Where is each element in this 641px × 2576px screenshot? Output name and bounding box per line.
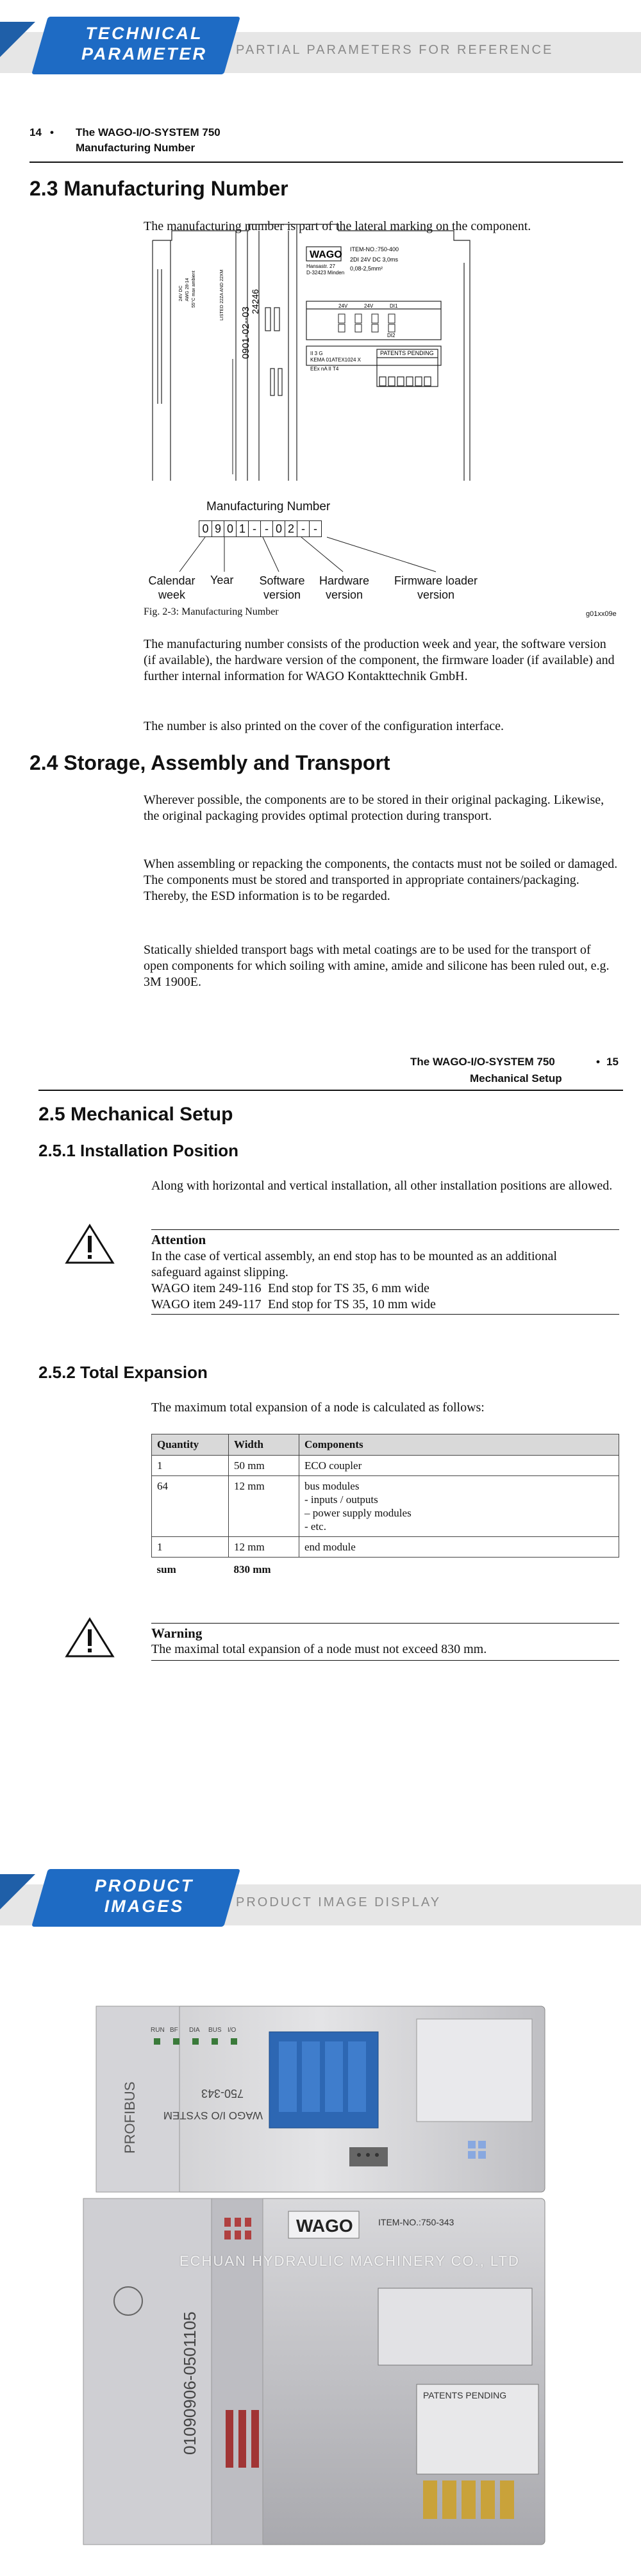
photo-watermark: ECHUAN HYDRAULIC MACHINERY CO., LTD: [179, 2253, 520, 2269]
address-line-1: Hansastr. 27: [306, 263, 335, 269]
vertical-mfg-code: 0901-02--03: [240, 306, 251, 359]
cert-line-1: II 3 G: [310, 351, 323, 356]
photo-model-rotated: 750-343: [201, 2087, 244, 2100]
pin-label-3: DI1: [390, 303, 398, 309]
mfg-digit-box: [199, 520, 322, 537]
table-header: Width: [229, 1434, 299, 1456]
photo-system-rotated: WAGO I/O SYSTEM: [163, 2109, 263, 2122]
section-2-3-intro: The manufacturing number is part of the lateral marking on the component.: [144, 219, 531, 233]
vertical-small-2: AWG 28-14: [185, 278, 190, 301]
item-number-text: ITEM-NO.:750-400: [350, 246, 399, 253]
table-cell: 12 mm: [229, 1537, 299, 1558]
section-2-3-para-1: The manufacturing number consists of the production week and year, the software version (if available), the hardware version of the component, the firmware loader (if available) and further internal information for WAGO Kontakttechnik GmbH.: [144, 637, 615, 683]
label-year: Year: [210, 574, 234, 586]
table-cell: 1: [152, 1537, 229, 1558]
attention-item-2: WAGO item 249-117: [151, 1297, 262, 1311]
header-rule: [29, 162, 623, 163]
table-row: [152, 1456, 619, 1476]
mfg-digit: -: [297, 521, 309, 536]
photo-led-run: RUN: [151, 2027, 165, 2034]
table-sum-row: [152, 1558, 619, 1580]
attention-bottom-rule: [151, 1314, 619, 1315]
section-2-5-1-para: Along with horizontal and vertical installation, all other installation positions are allowed.: [151, 1179, 613, 1193]
section-heading-2-5-1: 2.5.1 Installation Position: [38, 1141, 239, 1160]
vertical-small-4: LISTED 22ZA AND 22XM: [220, 269, 224, 320]
banner-corner: [0, 22, 35, 57]
banner-title: PRODUCT IMAGES: [94, 1876, 194, 1916]
address-line-2: D-32423 Minden: [306, 270, 345, 276]
banner-subtitle: PRODUCT IMAGE DISPLAY: [236, 1895, 442, 1909]
coupler-label-area: [417, 2019, 532, 2122]
mfg-digit: 2: [285, 521, 297, 536]
pin-label-4: DI2: [387, 333, 395, 338]
connector-port: [349, 2147, 388, 2166]
patents-pending-label: PATENTS PENDING: [380, 350, 434, 356]
brand-logo: WAGO: [310, 249, 342, 260]
pin-label-1: 24V: [338, 303, 348, 309]
section-2-3-para-2: The number is also printed on the cover of the configuration interface.: [144, 719, 504, 733]
banner-subtitle: PARTIAL PARAMETERS FOR REFERENCE: [236, 43, 554, 57]
attention-item-2-desc: End stop for TS 35, 10 mm wide: [268, 1297, 436, 1311]
manufacturing-number-figure: [146, 212, 479, 481]
table-row: [152, 1476, 619, 1537]
label-calendar-week: Calendar week: [148, 574, 196, 601]
section-2-5-2-para: The maximum total expansion of a node is calculated as follows:: [151, 1400, 485, 1415]
warning-text: The maximal total expansion of a node must not exceed 830 mm.: [151, 1642, 487, 1656]
mfg-digit: -: [309, 521, 321, 536]
section-heading-2-3: 2.3 Manufacturing Number: [29, 177, 288, 200]
page15-header-rule: [38, 1090, 623, 1091]
mfg-digit: -: [248, 521, 260, 536]
product-images-banner: [0, 1852, 641, 1929]
photo-item-number: ITEM-NO.:750-343: [378, 2217, 454, 2227]
label-leaders: [141, 536, 474, 574]
vertical-small-3: 55°C max ambient: [192, 270, 196, 308]
warning-title: Warning: [151, 1625, 203, 1641]
technical-parameter-banner: [0, 0, 641, 77]
table-header-row: [152, 1434, 619, 1456]
cert-line-3: EEx nA II T4: [310, 366, 339, 372]
table-cell: [299, 1476, 619, 1537]
photo-led-bf: BF: [170, 2027, 178, 2034]
photo-led-bus: BUS: [208, 2027, 222, 2034]
warning-icon: [64, 1616, 115, 1659]
mfg-digit: 0: [224, 521, 236, 536]
section-heading-2-5-2: 2.5.2 Total Expansion: [38, 1363, 208, 1382]
label-firmware-loader-version: Firmware loader version: [394, 574, 478, 601]
page15-bullet: •: [596, 1056, 600, 1068]
photo-led-io: I/O: [228, 2027, 237, 2034]
table-cell: 64: [152, 1476, 229, 1537]
table-cell: end module: [299, 1537, 619, 1558]
mfg-digit: -: [260, 521, 272, 536]
attention-item-1-desc: End stop for TS 35, 6 mm wide: [268, 1281, 429, 1295]
pin-label-2: 24V: [364, 303, 374, 309]
mfg-number-label: Manufacturing Number: [206, 500, 331, 513]
photo-vertical-code: 01090906-0501105: [180, 2311, 199, 2455]
table-cell: [299, 1558, 619, 1580]
component-line: – power supply modules: [304, 1507, 412, 1519]
banner-corner: [0, 1874, 35, 1909]
photo-brand-logo: WAGO: [296, 2216, 353, 2236]
vertical-number: 24246: [250, 289, 260, 314]
photo-pin-area: [378, 2288, 532, 2365]
label-hardware-version: Hardware version: [319, 574, 370, 601]
figure-caption: Fig. 2-3: Manufacturing Number: [144, 606, 279, 617]
component-line: bus modules: [304, 1480, 360, 1492]
page15-number: 15: [606, 1056, 619, 1068]
product-photo: [58, 1993, 590, 2557]
page-header-subtitle: Manufacturing Number: [76, 142, 196, 154]
component-line: - inputs / outputs: [304, 1493, 378, 1506]
vertical-small-1: 24V DC: [179, 285, 183, 301]
section-2-4-para-2: When assembling or repacking the components, the contacts must not be soiled or damaged. The components must be stored and transported in appropriate containers/packaging. Thereby, the ESD information is to be regarded.: [144, 857, 618, 903]
io-module-strip: [212, 2198, 263, 2545]
coupler-side: [96, 2006, 179, 2192]
table-cell: 1: [152, 1456, 229, 1476]
mfg-digit: 0: [202, 522, 209, 535]
attention-title: Attention: [151, 1232, 206, 1247]
table-cell: sum: [156, 1563, 176, 1575]
figure-code: g01xx09e: [586, 610, 617, 618]
warning-top-rule: [151, 1623, 619, 1624]
photo-bus-label: PROFIBUS: [122, 2081, 138, 2154]
page-number: 14: [29, 126, 42, 138]
page15-header-subtitle: Mechanical Setup: [470, 1072, 562, 1084]
section-heading-2-4: 2.4 Storage, Assembly and Transport: [29, 751, 390, 774]
spec-line-2: 0,08-2,5mm²: [350, 265, 383, 272]
table-cell: ECO coupler: [299, 1456, 619, 1476]
photo-led-dia: DIA: [189, 2027, 200, 2034]
table-header: Components: [299, 1434, 619, 1456]
photo-patents-label: PATENTS PENDING: [423, 2390, 507, 2400]
spec-line-1: 2DI 24V DC 3,0ms: [350, 256, 399, 263]
section-2-4-para-3: Statically shielded transport bags with metal coatings are to be used for the transport of open components for which soiling with amine, amide and silicone has been ruled out, e.g. 3M 1900E.: [144, 943, 610, 989]
label-software-version: Software version: [259, 574, 305, 601]
table-row: [152, 1537, 619, 1558]
warning-bottom-rule: [151, 1660, 619, 1661]
page-bullet: •: [50, 126, 54, 138]
section-2-4-para-1: Wherever possible, the components are to be stored in their original packaging. Likewise, the original packaging provides optimal protection during transport.: [144, 793, 604, 823]
total-expansion-table: [151, 1434, 619, 1579]
cert-line-2: KEMA 01ATEX1024 X: [310, 357, 362, 363]
attention-top-rule: [151, 1229, 619, 1230]
mfg-digit: 9: [212, 521, 224, 536]
table-cell: 50 mm: [229, 1456, 299, 1476]
module-drawing: [146, 212, 479, 481]
page15-header-title: The WAGO-I/O-SYSTEM 750: [410, 1056, 555, 1068]
table-cell: 830 mm: [233, 1563, 271, 1575]
mfg-digit: 1: [236, 521, 248, 536]
attention-text: In the case of vertical assembly, an end stop has to be mounted as an additional safeguard against slipping.: [151, 1249, 557, 1279]
attention-warning-icon: [64, 1223, 115, 1265]
banner-title: TECHNICAL PARAMETER: [81, 24, 207, 63]
table-cell: 12 mm: [229, 1476, 299, 1537]
attention-item-1: WAGO item 249-116: [151, 1281, 262, 1295]
section-heading-2-5: 2.5 Mechanical Setup: [38, 1104, 233, 1125]
table-header: Quantity: [152, 1434, 229, 1456]
page-header-title: The WAGO-I/O-SYSTEM 750: [76, 126, 221, 138]
component-line: - etc.: [304, 1520, 326, 1533]
mfg-digit: 0: [272, 521, 285, 536]
